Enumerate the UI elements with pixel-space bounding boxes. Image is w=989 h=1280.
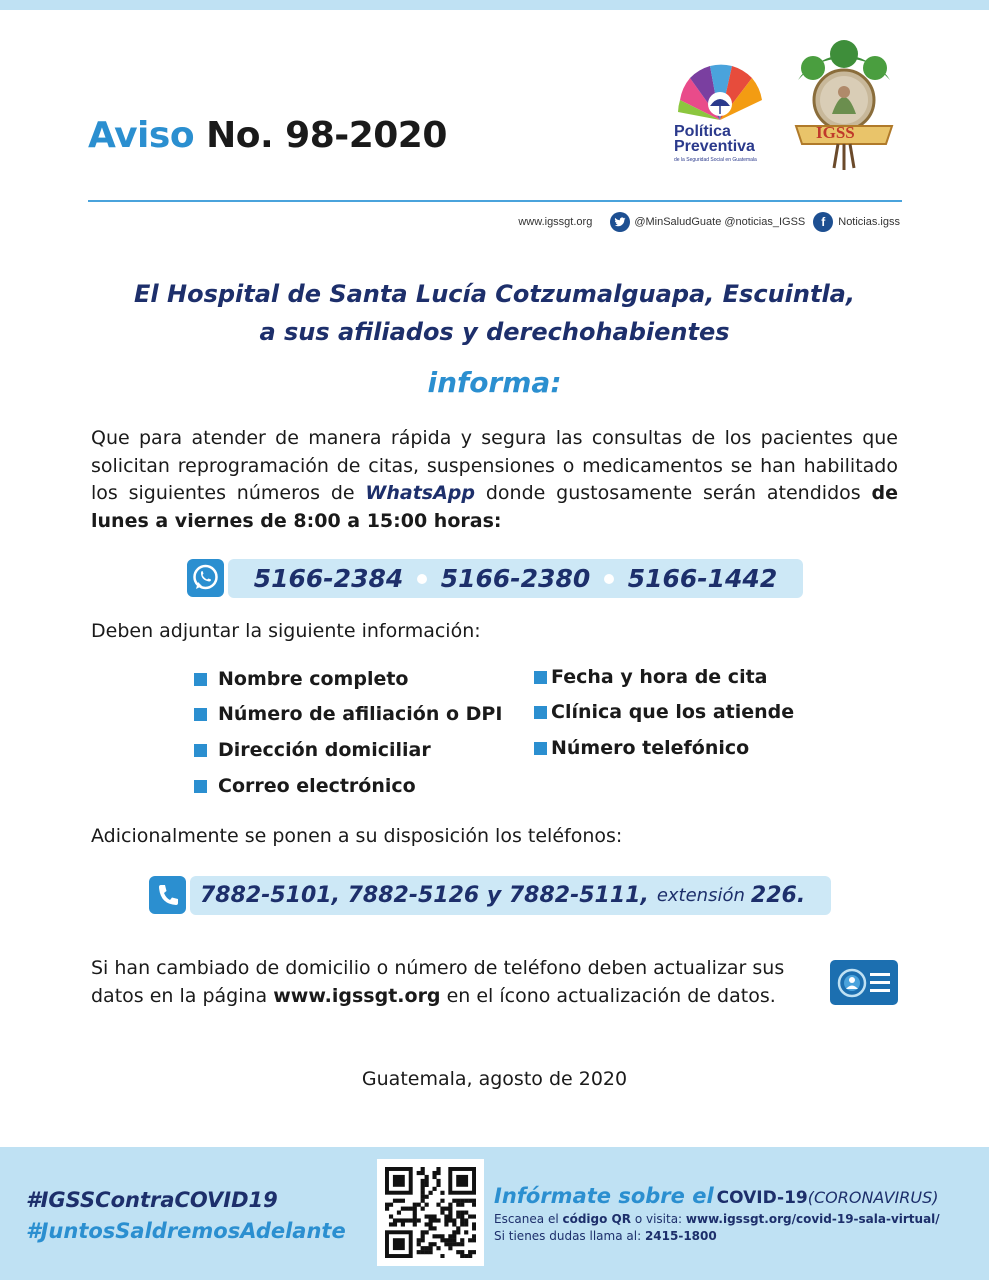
qr-text-bold: código QR	[562, 1212, 631, 1226]
list-item	[194, 775, 416, 797]
bullet-square	[534, 671, 547, 684]
whatsapp-number-3[interactable]: 5166-1442	[627, 564, 778, 593]
update-text-2: en el ícono actualización de datos.	[440, 984, 776, 1007]
header-divider	[88, 200, 902, 202]
qr-text-pre: Escanea el	[494, 1212, 563, 1226]
whatsapp-numbers-bar	[187, 559, 803, 598]
phone-pill	[190, 876, 831, 915]
list-item	[534, 701, 794, 723]
headline-line2: a sus afiliados y derechohabientes	[259, 318, 730, 346]
separator-dot	[417, 574, 427, 584]
phone-numbers[interactable]: 7882-5101, 7882-5126 y 7882-5111,	[200, 883, 649, 908]
list-item-label: Correo electrónico	[218, 775, 416, 797]
para-text-1: Que para atender de manera rápida y segura las consultas de los pacientes que solicitan reprogramación de citas, suspensiones o medicamentos se han habilitado los siguientes números de	[91, 427, 898, 504]
qr-code-icon	[385, 1167, 476, 1258]
coronavirus-label: (CORONAVIRUS)	[807, 1188, 939, 1207]
list-item	[534, 666, 768, 688]
para-whatsapp: WhatsApp	[365, 482, 476, 504]
politica-preventiva-logo	[670, 60, 790, 170]
headline-line1: El Hospital de Santa Lucía Cotzumalguapa, Escuintla,	[134, 280, 855, 308]
bullet-square	[194, 708, 207, 721]
extension-label: extensión	[656, 885, 745, 906]
bullet-square	[194, 744, 207, 757]
qr-text-mid: o visita:	[631, 1212, 686, 1226]
covid-label: COVID-19	[716, 1188, 808, 1208]
logo-pp-line1: Política	[674, 123, 731, 140]
website-link[interactable]: www.igssgt.org	[518, 216, 593, 228]
logo-pp-line2: Preventiva	[674, 138, 755, 155]
notice-title	[88, 115, 447, 156]
whatsapp-number-2[interactable]: 5166-2380	[440, 564, 591, 593]
phone-icon	[149, 876, 186, 914]
help-text: Si tienes dudas llama al:	[494, 1229, 645, 1243]
hashtag-juntos: #JuntosSaldremosAdelante	[26, 1219, 346, 1243]
politica-preventiva-text	[674, 124, 755, 154]
list-item-label: Número telefónico	[551, 737, 750, 759]
phone-numbers-bar	[149, 876, 831, 915]
top-strip	[0, 0, 989, 10]
facebook-icon: f	[813, 212, 833, 232]
para-schedule: de lunes a viernes de 8:00 a 15:00 horas:	[91, 482, 898, 532]
list-item-label: Dirección domiciliar	[218, 739, 431, 761]
facebook-page[interactable]: Noticias.igss	[838, 216, 900, 228]
igss-tree-emblem-icon	[788, 40, 900, 172]
list-item	[534, 737, 749, 759]
notice-number: No. 98-2020	[206, 115, 447, 156]
list-item	[194, 703, 502, 725]
covid-url[interactable]: www.igssgt.org/covid-19-sala-virtual/	[685, 1212, 940, 1226]
update-text-1: Si han cambiado de domicilio o número de teléfono deben actualizar sus datos en la página	[91, 957, 785, 1007]
list-item	[194, 668, 408, 690]
informa-heading: informa:	[427, 366, 562, 399]
body-paragraph	[91, 425, 898, 535]
update-link[interactable]: www.igssgt.org	[273, 984, 441, 1007]
twitter-icon	[610, 212, 630, 232]
separator-dot	[604, 574, 614, 584]
list-item-label: Fecha y hora de cita	[551, 666, 768, 688]
bullet-square	[194, 780, 207, 793]
list-item-label: Clínica que los atiende	[551, 701, 795, 723]
qr-code[interactable]	[377, 1159, 484, 1266]
igss-logo-text: IGSS	[816, 123, 855, 142]
list-item	[194, 739, 431, 761]
umbrella-fan-icon	[670, 60, 770, 130]
help-phone[interactable]: 2415-1800	[644, 1229, 717, 1243]
para-text-2: donde gustosamente serán atendidos	[475, 482, 872, 504]
bullet-square	[534, 706, 547, 719]
covid-info-heading	[494, 1184, 938, 1208]
extension-number: 226.	[750, 883, 806, 908]
qr-instructions	[494, 1212, 940, 1226]
notice-word: Aviso	[88, 115, 195, 156]
requirements-intro: Deben adjuntar la siguiente información:	[91, 620, 481, 642]
list-item-label: Número de afiliación o DPI	[218, 703, 503, 725]
help-line	[494, 1229, 717, 1243]
inform-text: Infórmate sobre el	[494, 1184, 714, 1208]
list-item-label: Nombre completo	[218, 668, 409, 690]
whatsapp-pill	[228, 559, 803, 598]
place-and-date: Guatemala, agosto de 2020	[361, 1068, 628, 1090]
logo-pp-subtext: de la Seguridad Social en Guatemala	[674, 157, 757, 163]
update-data-icon[interactable]	[830, 960, 898, 1005]
update-data-paragraph	[91, 955, 826, 1010]
twitter-handles[interactable]: @MinSaludGuate @noticias_IGSS	[634, 216, 806, 228]
whatsapp-number-1[interactable]: 5166-2384	[253, 564, 404, 593]
bullet-square	[534, 742, 547, 755]
social-links	[518, 212, 900, 232]
whatsapp-icon	[187, 559, 224, 597]
igss-logo	[788, 40, 900, 172]
additional-phones-intro: Adicionalmente se ponen a su disposición los teléfonos:	[91, 825, 623, 847]
bullet-square	[194, 673, 207, 686]
hashtag-igss: #IGSSContraCOVID19	[26, 1188, 278, 1212]
